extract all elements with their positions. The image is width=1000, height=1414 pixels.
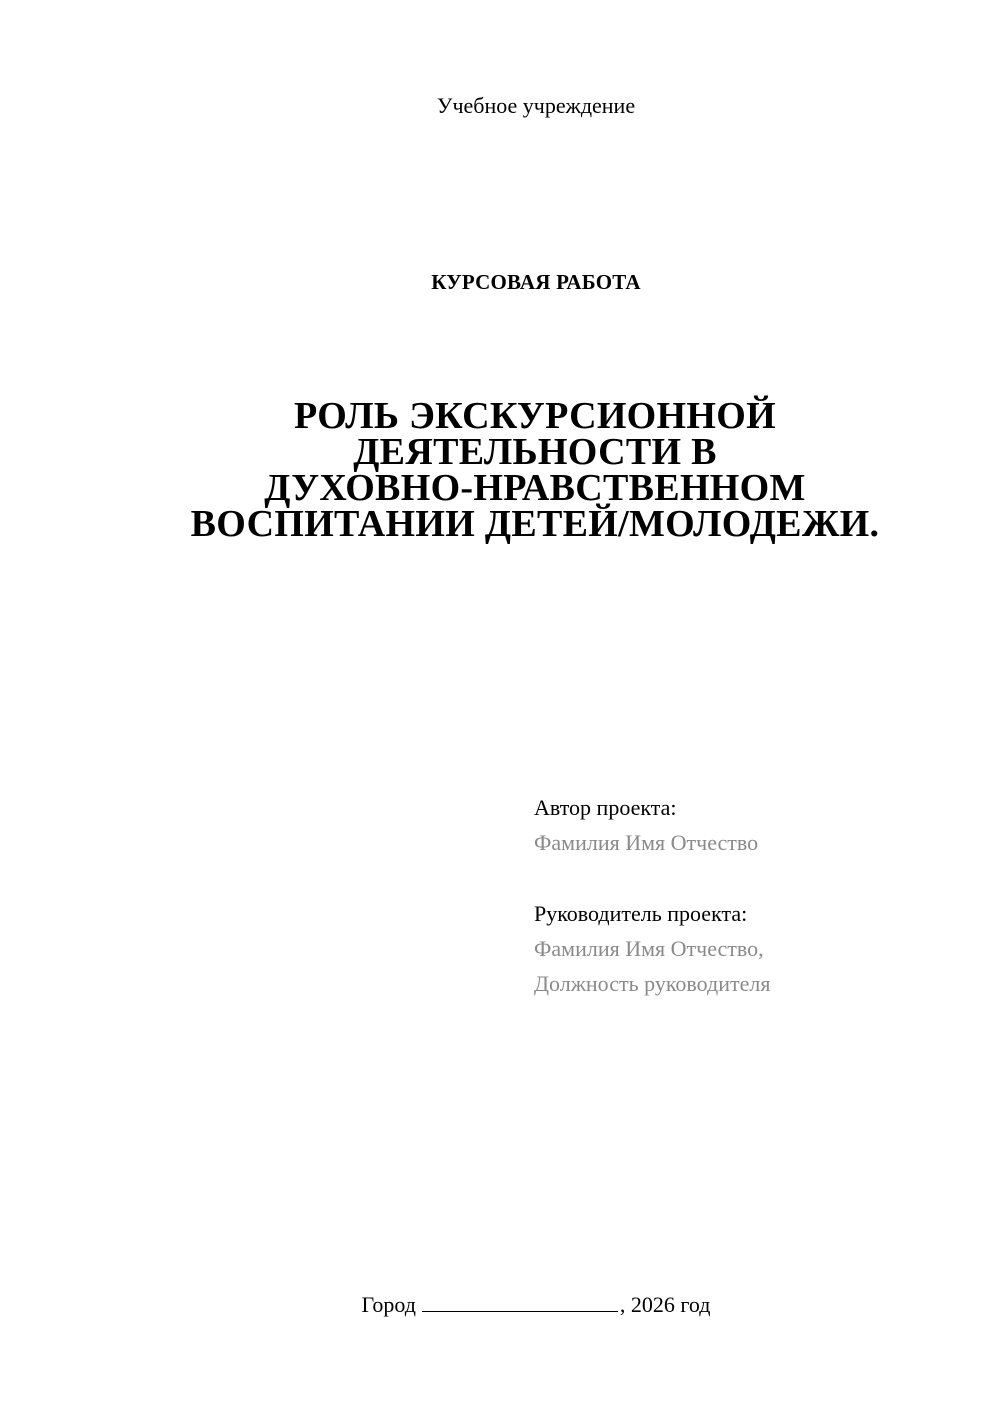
year-text: , 2026 год <box>619 1292 711 1317</box>
supervisor-name: Фамилия Имя Отчество, <box>534 936 764 961</box>
author-name: Фамилия Имя Отчество <box>534 830 759 855</box>
credits-block <box>534 790 954 1001</box>
title-line: РОЛЬ ЭКСКУРСИОННОЙ <box>294 395 776 437</box>
title-line: ДУХОВНО-НРАВСТВЕННОМ <box>264 467 806 509</box>
supervisor-label: Руководитель проекта: <box>534 901 748 926</box>
title-line: ВОСПИТАНИИ ДЕТЕЙ/МОЛОДЕЖИ. <box>190 503 880 545</box>
spacer <box>534 860 954 896</box>
title-line: ДЕЯТЕЛЬНОСТИ В <box>353 431 717 473</box>
footer-city-year <box>0 1290 1000 1320</box>
institution-name: Учебное учреждение <box>436 93 636 118</box>
city-label: Город <box>361 1292 416 1317</box>
city-blank-line <box>422 1291 618 1312</box>
document-title <box>170 395 900 545</box>
work-type-heading: КУРСОВАЯ РАБОТА <box>431 270 641 294</box>
supervisor-position: Должность руководителя <box>534 971 771 996</box>
author-label: Автор проекта: <box>534 795 677 820</box>
